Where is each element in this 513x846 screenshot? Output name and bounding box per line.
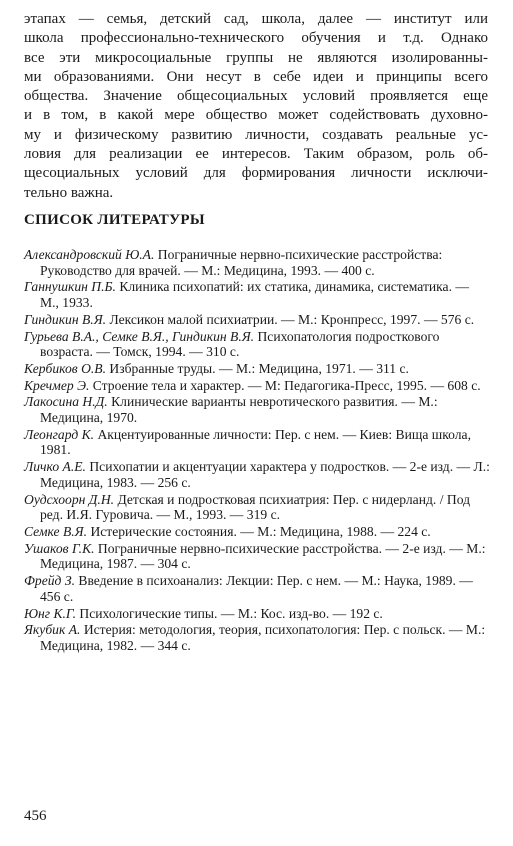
reference-text: Истерия: методология, теория, психопатология: Пер. с польск. — М.: Медицина, 1982. — 344 с. <box>40 622 486 653</box>
paragraph-line: щесоциальных условий для формирования личности исключи- <box>24 165 488 182</box>
reference-item <box>24 329 490 360</box>
page-body <box>24 10 488 203</box>
reference-text: Строение тела и характер. — М: Педагогика-Пресс, 1995. — 608 с. <box>92 377 481 393</box>
reference-item <box>24 394 490 425</box>
reference-list <box>24 247 490 655</box>
reference-text: Лексикон малой психиатрии. — М.: Кронпресс, 1997. — 576 с. <box>109 311 475 327</box>
reference-item <box>24 622 490 653</box>
reference-author: Кербиков О.В. <box>24 360 107 376</box>
reference-item <box>24 427 490 458</box>
reference-author: Лакосина Н.Д. <box>24 394 108 410</box>
paragraph-line: все эти микросоциальные группы не являются изолированны- <box>24 49 488 66</box>
paragraph-line: му и физическому развитию личности, создавать реальные ус- <box>24 126 488 143</box>
reference-text: Избранные труды. — М.: Медицина, 1971. — 311 с. <box>109 360 409 376</box>
reference-text: Психопатии и акцентуации характера у подростков. — 2-е изд. — Л.: Медицина, 1983. — 256 с. <box>40 459 490 490</box>
reference-item <box>24 492 490 523</box>
reference-text: Детская и подростковая психиатрия: Пер. с нидерланд. / Под ред. И.Я. Гуровича. — М., 1993. — 319 с. <box>40 491 471 523</box>
reference-author: Личко А.Е. <box>24 459 86 475</box>
reference-item <box>24 361 490 377</box>
reference-text: Клиника психопатий: их статика, динамика, систематика. — М., 1933. <box>40 279 469 310</box>
reference-author: Оудсхоорн Д.Н. <box>24 491 115 507</box>
reference-author: Якубик А. <box>24 622 81 638</box>
reference-item <box>24 459 490 490</box>
reference-text: Акцентуированные личности: Пер. с нем. — Киев: Вища школа, 1981. <box>40 426 471 458</box>
reference-author: Фрейд З. <box>24 573 75 589</box>
paragraph-line: общества. Значение общесоциальных условий проявляется еще <box>24 88 488 105</box>
reference-text: Пограничные нервно-психические расстройства: Руководство для врачей. — М.: Медицина, 1993. — 400 с. <box>40 247 443 278</box>
reference-author: Ганнушкин П.Б. <box>24 279 116 295</box>
reference-author: Юнг К.Г. <box>24 605 77 621</box>
paragraph-line: ловия для реализации ее интересов. Таким образом, роль об- <box>24 146 488 163</box>
paragraph-line: тельно важна. <box>24 184 114 201</box>
page-number: 456 <box>24 808 47 824</box>
reference-item <box>24 541 490 572</box>
reference-item <box>24 312 490 328</box>
reference-author: Кречмер Э. <box>24 377 90 393</box>
intro-paragraph <box>24 10 488 203</box>
paragraph-line: школа профессионально-технического обучения и т.д. Однако <box>24 30 488 47</box>
reference-text: Клинические варианты невротического развития. — М.: Медицина, 1970. <box>40 394 438 426</box>
reference-author: Семке В.Я. <box>24 523 88 539</box>
reference-author: Александровский Ю.А. <box>24 247 155 262</box>
reference-item <box>24 247 490 278</box>
reference-author: Ушаков Г.К. <box>24 540 95 556</box>
reference-item <box>24 573 490 604</box>
paragraph-line: этапах — семья, детский сад, школа, далее — институт или <box>24 11 488 27</box>
reference-text: Истерические состояния. — М.: Медицина, 1988. — 224 с. <box>90 523 431 539</box>
reference-text: Введение в психоанализ: Лекции: Пер. с нем. — М.: Наука, 1989. — 456 с. <box>40 573 473 604</box>
reference-text: Психологические типы. — М.: Кос. изд-во. — 192 с. <box>79 605 383 621</box>
reference-author: Леонгард К. <box>24 426 95 442</box>
reference-text: Пограничные нервно-психические расстройства. — 2-е изд. — М.: Медицина, 1987. — 304 с. <box>40 540 486 572</box>
reference-item <box>24 606 490 622</box>
paragraph-line: и в том, в какой мере общество может содействовать духовно- <box>24 107 488 124</box>
reference-author: Гурьева В.А., Семке В.Я., Гиндикин В.Я. <box>24 328 255 344</box>
reference-item <box>24 279 490 310</box>
paragraph-line: ми образованиями. Они несут в себе идеи и принципы всего <box>24 68 488 85</box>
reference-item <box>24 378 490 394</box>
section-title: СПИСОК ЛИТЕРАТУРЫ <box>24 212 205 228</box>
reference-author: Гиндикин В.Я. <box>24 311 107 327</box>
reference-text: Психопатология подросткового возраста. — Томск, 1994. — 310 с. <box>40 328 440 360</box>
reference-item <box>24 524 490 540</box>
